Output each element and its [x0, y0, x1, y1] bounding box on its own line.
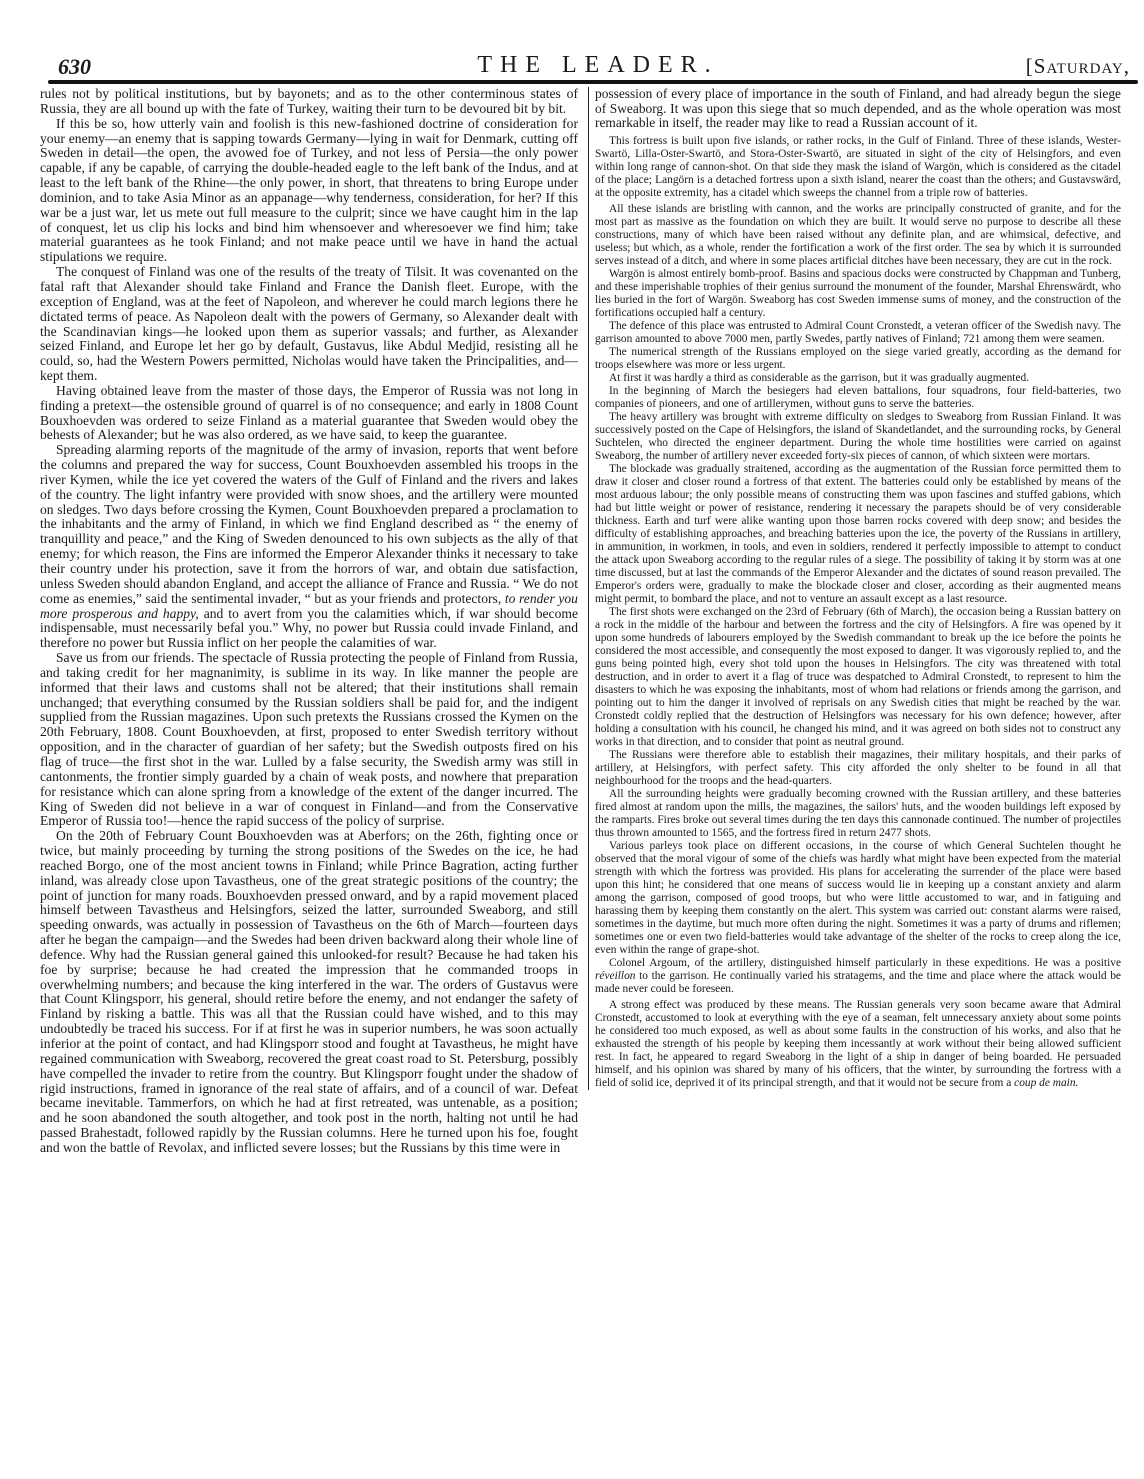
paragraph: rules not by political institutions, but by bayonets; and as to the other conterminous states of Russia, they are all bound up with the fate of Turkey, waiting their turn to be devoured bit by bit. — [40, 86, 578, 116]
paragraph: The defence of this place was entrusted to Admiral Count Cronstedt, a veteran officer of the Swedish navy. The garrison amounted to above 7000 men, partly Swedes, partly natives of Finland; 721 among them were seamen. — [595, 319, 1121, 345]
issue-day: [Saturday, — [1025, 54, 1130, 78]
left-column — [40, 87, 578, 1156]
paragraph: The conquest of Finland was one of the results of the treaty of Tilsit. It was covenanted on the fatal raft that Alexander should take Finland and France the Danish fleet. Europe, with the exception of England, was at the feet of Napoleon, and wherever he could march legions there he dictated terms of peace. As Napoleon dealt with the powers of Germany, so Alexander dealt with the Scandinavian kings—he looked upon them as superior vassals; and further, as Alexander seized Finland, and Europe let her go by default, Gustavus, like Abdul Medjid, resisting all he could, so, had the Western Powers permitted, Nicholas would have taken the Principalities, and—kept them. — [40, 264, 578, 384]
paragraph: The first shots were exchanged on the 23rd of February (6th of March), the occasion being a Russian battery on a rock in the middle of the harbour and between the fortress and the city of Helsingfors. A fire was opened by it upon some hundreds of labourers employed by the Swedish commandant to break up the ice before the points he considered the most accessible, and consequently the most exposed to danger. It was vigorously replied to, and the guns being pointed high, every shot told upon the houses in Helsingfors. The city was threatened with total destruction, and in order to avert it a flag of truce was despatched to Admiral Cronstedt, to represent to him the disasters to which he was exposing the inhabitants, most of whom had relations or friends among the garrison, and pointing out to him the danger it involved of reprisals on any Swedish cities that might be reached by the war. Cronstedt coldly replied that the destruction of Helsingfors was necessary for his own defence; however, after holding a consultation with his council, he changed his mind, and it was agreed on both sides not to construct any works in that direction, and to consider that point as neutral ground. — [595, 605, 1121, 748]
page-number: 630 — [58, 54, 91, 79]
paragraph: If this be so, how utterly vain and foolish is this new-fashioned doctrine of consideration for your enemy—an enemy that is sapping towards Germany—lying in wait for Denmark, cutting off Sweden in detail—the open, the avowed foe of Turkey, and not less of Persia—the only power capable, if any be capable, of carrying the double-headed eagle to the left bank of the Indus, and at least to the left bank of the Rhine—the only power, in short, that threatens to bring Europe under dominion, and to take Asia Minor as an appanage—why tenderness, consideration, for her? If this war be a just war, let us mete out full measure to the culprit; since we have caught him in the lap of conquest, let us clip his locks and bind him whensoever and wheresoever we find him; take material guarantees as he took Finland; and not make peace until we have in hand the actual stipulations we require. — [40, 115, 578, 265]
header-rule — [48, 80, 1138, 84]
paragraph: All the surrounding heights were gradually becoming crowned with the Russian artillery, and these batteries fired almost at random upon the mills, the magazines, the sailors' huts, and the wooden buildings left exposed by the ramparts. Fires broke out several times during the ten days this cannonade continued. The number of projectiles thus thrown amounted to 1565, and the fortress fired in return 2477 shots. — [595, 787, 1121, 839]
right-column — [588, 87, 1121, 1090]
text-run: Colonel Argoum, of the artillery, distinguished himself particularly in these expeditions. He was a positive — [609, 956, 1121, 969]
paragraph: Having obtained leave from the master of those days, the Emperor of Russia was not long in finding a pretext—the ostensible ground of quarrel is of no consequence; and early in 1808 Count Bouxhoevden was ordered to seize Finland as a material guarantee that Sweden would obey the behests of Alexander; but he was also ordered, as we have said, to keep the guarantee. — [40, 382, 578, 443]
paragraph: The blockade was gradually straitened, according as the augmentation of the Russian force permitted them to draw it closer and closer round a fortress of that extent. The batteries could only be established by means of the most arduous labour; the only possible means of constructing them was upon fascines and stuffed gabions, which had but little weight or power of resistance, rendering it necessary the parapets should be of very considerable thickness. Earth and turf were alike wanting upon those barren rocks covered with deep snow; and besides the difficulty of establishing approaches, and breaching batteries upon the ice, the poverty of the Russians in artillery, in ammunition, in workmen, in tools, and even in soldiers, rendered it perfectly impossible to attempt to conduct the attack upon Sweaborg according to the regular rules of a siege. The possibility of taking it by storm was at one time discussed, but at last the commands of the Emperor Alexander and the dictates of sound reason prevailed. The Emperor's orders were, gradually to make the blockade closer and closer, according as their augmented means might permit, to bombard the place, and not to venture an assault except as a last resource. — [595, 462, 1121, 605]
paragraph — [595, 999, 1121, 1090]
italic-word: réveillon — [595, 969, 636, 982]
paragraph — [40, 443, 578, 651]
paragraph: This fortress is built upon five islands, or rather rocks, in the Gulf of Finland. Three of these islands, Wester-Swartö, Lilla-Oster-Swartö, and Stora-Oster-Swartö, are situated in sight of the city of Helsingfors, and even within long range of cannon-shot. On that side they mask the island of Wargön, which is considered as the citadel of the place; Langörn is a detached fortress upon a sixth island, nearer the coast than the others; and Gustavswärd, at the opposite extremity, has a citadel which sweeps the channel from a triple row of batteries. — [595, 134, 1121, 199]
paragraph: Save us from our friends. The spectacle of Russia protecting the people of Finland from Russia, and taking credit for her magnanimity, is sublime in its way. In like manner the people are informed that their laws and customs shall not be altered; that their institutions shall remain unchanged; that everything consumed by the Russian soldiers shall be paid for, and the indigent supplied from the Russian magazines. Upon such pretexts the Russians crossed the Kymen on the 20th February, 1808. Count Bouxhoevden, at first, proposed to enter Swedish territory without opposition, and in the character of guardian of her safety; but the Swedish outposts fired on his flag of truce—the first shot in the war. Lulled by a false security, the Swedish army was still in cantonments, the frontier simply guarded by a chain of weak posts, and nowhere that preparation for resistance which can alone spring from a knowledge of the extent of the danger incurred. The King of Sweden did not believe in a war of conquest in Finland—and from the Conservative Emperor of Russia too!—hence the rapid success of the policy of surprise. — [40, 650, 578, 829]
paragraph: On the 20th of February Count Bouxhoevden was at Aberfors; on the 26th, fighting once or twice, but mainly proceeding by turning the strong positions of the Swedes on the ice, he had reached Borgo, one of the most ancient towns in Finland; while Prince Bagration, acting further inland, was already close upon Tavastheus, one of the great strategic positions of the country; the point of junction for many roads. Bouxhoevden pressed onward, and by a rapid movement placed himself between Tavastheus and Helsingfors, seized the latter, surrounded Sweaborg, and still speeding onwards, was actually in possession of Tavastheus on the 6th of March—fourteen days after he began the campaign—and the Swedes had been driven backward along their whole line of defence. Why had the Russian general gained this unlooked-for result? Because he had taken his foe by surprise; because he had created the impression that he commanded troops in overwhelming numbers; and because the king interfered in the war. The orders of Gustavus were that Count Klingsporr, his general, should retire before the enemy, and not endanger the safety of Finland by risking a battle. This was all that the Russian could have wished, and to this may undoubtedly be traced his success. For if at first he was in superior numbers, he was soon actually inferior at the point of contact, and had Klingsporr stood and fought at Tavastheus, he might have regained communication with Sweaborg, recovered the great coast road to St. Petersburg, possibly have compelled the invader to retire from the country. But Klingsporr fought under the shadow of rigid instructions, framed in ignorance of the real state of affairs, and of a council of war. Defeat became inevitable. Tammerfors, on which he had at first retreated, was untenable, as a position; and he soon abandoned the south altogether, and took post in the north, halting not until he had passed Brahestadt, followed rapidly by the Russian columns. Here he turned upon his foe, fought and won the battle of Revolax, and inflicted severe losses; but the Russians by this time were in — [40, 828, 578, 1155]
paragraph: The numerical strength of the Russians employed on the siege varied greatly, according as the demand for troops elsewhere was more or less urgent. — [595, 345, 1121, 371]
newspaper-title: THE LEADER. — [477, 52, 719, 78]
italic-quote: to render you more prosperous and happy, — [40, 590, 578, 621]
lead-paragraph: possession of every place of importance in the south of Finland, and had already begun the siege of Sweaborg. It was upon this siege that so much depended, and as the whole operation was most remarkable in itself, the reader may like to read a Russian account of it. — [595, 86, 1121, 131]
paragraph: Wargön is almost entirely bomb-proof. Basins and spacious docks were constructed by Chappman and Tunberg, and these imperishable trophies of their genius surround the monument of the founder, Marshal Ehrenswärdt, who lies buried in the fort of Wargön. Sweaborg has cost Sweden immense sums of money, and the construction of the fortifications occupied half a century. — [595, 267, 1121, 319]
paragraph: In the beginning of March the besiegers had eleven battalions, four squadrons, four field-batteries, two companies of pioneers, and one of artillerymen, without guns to serve the batteries. — [595, 384, 1121, 410]
paragraph: The heavy artillery was brought with extreme difficulty on sledges to Sweaborg from Russian Finland. It was successively posted on the Cape of Helsingfors, the island of Skandetlandet, and the surrounding rocks, by General Suchtelen, who directed the engineer department. During the whole time hostilities were carried on against Sweaborg, the number of artillery never exceeded forty-six pieces of cannon, of which sixteen were mortars. — [595, 410, 1121, 462]
text-run: to the garrison. He continually varied his stratagems, and the time and place where the attack would be made never could be foreseen. — [595, 969, 1121, 995]
text-run: and to avert from you the calamities which, if war should become indispensable, must necessarily befal you.” Why, no power but Russia could invade Finland, and therefore no power but Russia inflict on her people the calamities of war. — [40, 605, 578, 651]
paragraph: At first it was hardly a third as considerable as the garrison, but it was gradually augmented. — [609, 371, 1030, 384]
paragraph: The Russians were therefore able to establish their magazines, their military hospitals, and their parks of artillery, at Helsingfors, with perfect safety. This city afforded the only shelter to be found in all that neighbourhood for the troops and the head-quarters. — [595, 748, 1121, 787]
paragraph: All these islands are bristling with cannon, and the works are principally constructed of granite, and for the most part as massive as the foundation on which they are built. It would serve no purpose to describe all these constructions, many of which have been raised without any definite plan, and are whimsical, defective, and useless; but which, as a whole, render the fortification a work of the first order. The sea by which it is surrounded serves instead of a ditch, and where in some places artificial ditches have been necessary, they are cut in the rock. — [595, 202, 1121, 267]
text-run: Spreading alarming reports of the magnitude of the army of invasion, reports that went before the columns and prepared the way for success, Count Bouxhoevden assembled his troops in the river Kymen, while the ice yet covered the waters of the Gulf of Finland and the rivers and lakes of the country. The light infantry were provided with snow shoes, and the artillery were mounted on sledges. Two days before crossing the Kymen, Count Bouxhoevden prepared a proclamation to the inhabitants and the army of Finland, in which we find England described as “ the enemy of tranquillity and peace,” and the King of Sweden denounced to his own subjects as the ally of that enemy; for which reason, the Fins are informed the Emperor Alexander thinks it necessary to take their country under his protection, save it from the horrors of war, and obtain due satisfaction, unless Sweden should abandon England, and accept the alliance of France and Russia. “ We do not come as enemies,” said the sentimental invader, “ but as your friends and protectors, — [40, 442, 578, 606]
text-run: A strong effect was produced by these means. The Russian generals very soon became aware that Admiral Cronstedt, accustomed to look at everything with the eye of a seaman, felt unnecessary anxiety about some points he considered too much exposed, as well as about some faults in the construction of his works, and also that he exhausted the strength of his people by keeping them incessantly at work without their being allowed sufficient rest. In fact, he appeared to regard Sweaborg in the light of a ship in danger of being boarded. He persuaded himself, and his opinion was shared by many of his officers, that the winter, by surrounding the fortress with a field of solid ice, deprived it of its principal strength, and that it would not be secure from a — [595, 998, 1121, 1089]
masthead — [58, 52, 1138, 82]
italic-phrase: coup de main. — [1014, 1076, 1079, 1089]
paragraph: Various parleys took place on different occasions, in the course of which General Suchtelen thought he observed that the moral vigour of some of the chiefs was hardly what might have been expected from the material strength with which the fortress was provided. His plans for accelerating the surrender of the place were based upon this hint; he considered that one means of success would lie in keeping up a constant anxiety and alarm among the garrison, composed of good troops, but who were little accustomed to war, and in fatiguing and harassing them by keeping them constantly on the alert. This system was carried out: constant alarms were raised, sometimes in the daytime, but much more often during the night. Sometimes it was a party of drums and riflemen; sometimes one or even two field-batteries would take advantage of the shelter of the rocks to creep along the ice, even within the range of grape-shot. — [595, 839, 1121, 956]
paragraph — [595, 957, 1121, 996]
